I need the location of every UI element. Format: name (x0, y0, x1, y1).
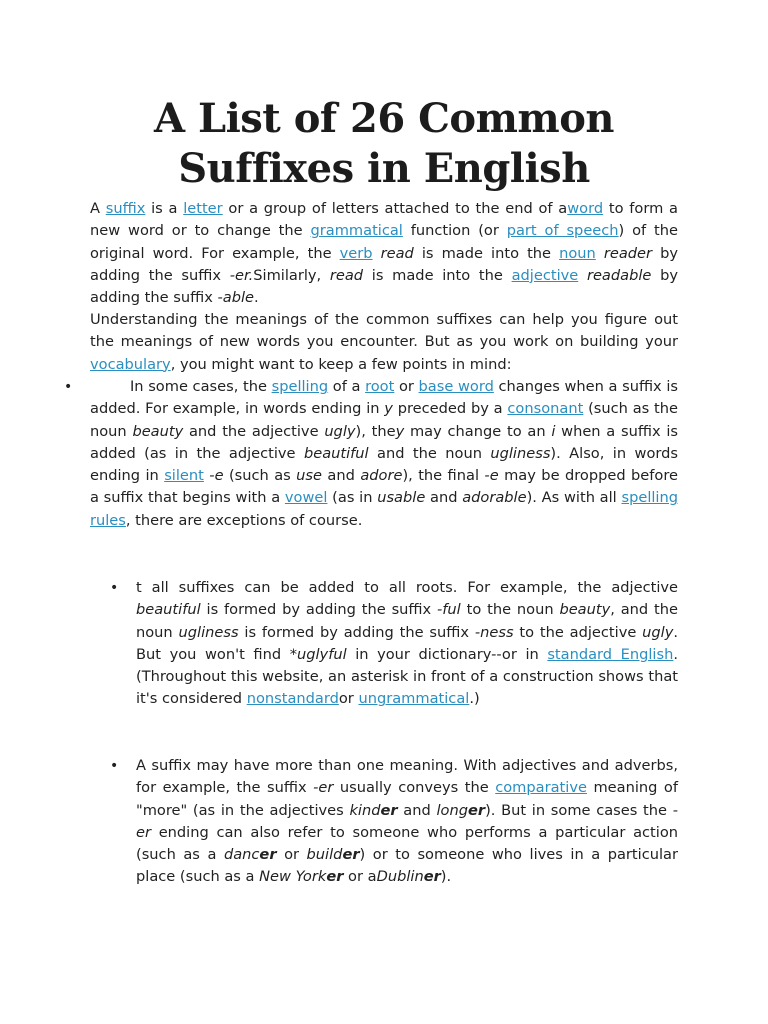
example-suffix: -e (484, 467, 499, 485)
example-word: adore (360, 467, 403, 485)
text: by adding the suffix (90, 244, 679, 284)
example-letter: i (551, 422, 556, 440)
example-word (377, 868, 441, 885)
text: or a group of letters attached to the end of a (222, 200, 568, 217)
text: ), the final (402, 467, 485, 485)
link-nonstandard[interactable]: nonstandard (246, 690, 339, 708)
text: . But you won't find (136, 623, 678, 663)
text: . (Throughout this website, an asterisk in front of a construction shows that it's considered (136, 645, 678, 708)
example-word: usable (377, 489, 426, 507)
text: Similarly, (253, 266, 330, 284)
link-suffix[interactable]: suffix (105, 200, 146, 217)
text: is formed by adding the suffix (238, 623, 475, 641)
understanding-paragraph (90, 309, 678, 376)
text: to the noun (460, 601, 560, 619)
text: In some cases, the (130, 378, 272, 395)
text: meaning of "more" (as in the adjectives (136, 779, 678, 819)
word-stem: Dublin (376, 868, 424, 886)
word-suffix: er (326, 868, 344, 886)
word-suffix: er (467, 801, 486, 819)
text: ending can also refer to someone who performs a particular action (such as a (136, 823, 678, 864)
example-word: ugliness (178, 623, 239, 641)
text: A suffix may have more than one meaning. With adjectives and adverbs, for example, the suffix (136, 757, 678, 797)
example-word: beauty (559, 601, 611, 619)
bullet-marker: • (110, 758, 119, 774)
text: or (276, 846, 307, 864)
text: ). Also, in words ending in (90, 444, 678, 485)
link-grammatical[interactable]: grammatical (310, 222, 403, 240)
text: ), the (355, 422, 396, 440)
page-title (90, 94, 678, 194)
text: t all suffixes can be added to all roots. For example, the adjective (136, 579, 678, 596)
word-stem: New York (259, 868, 327, 886)
bullet-not-all-suffixes (136, 577, 678, 711)
link-part-of-speech[interactable]: part of speech (506, 222, 619, 240)
text: may be dropped before a suffix that begins with a (90, 467, 678, 507)
text: A (90, 200, 106, 217)
text: ) of the original word. For example, the (90, 222, 678, 262)
example-letter: y (395, 422, 405, 440)
example-suffix: -er (136, 801, 678, 841)
text: (such as (223, 467, 297, 485)
text: and (397, 801, 437, 819)
example-letter: y (384, 400, 393, 418)
text: (such as the noun (90, 400, 678, 440)
example-suffix: -er (313, 779, 334, 797)
link-standard-english[interactable]: standard English (547, 645, 674, 663)
text: and the noun (368, 444, 491, 462)
word-stem: danc (223, 846, 260, 864)
text: , there are exceptions of course. (125, 511, 363, 529)
word-stem: kind (349, 801, 381, 819)
link-noun[interactable]: noun (559, 244, 596, 262)
link-ungrammatical[interactable]: ungrammatical (358, 690, 470, 708)
page-title-line-2: Suffixes in English (178, 145, 590, 192)
text: function (or (402, 222, 507, 240)
example-word: ugly (324, 422, 356, 440)
text: Understanding the meanings of the common suffixes can help you figure out the meanings of new words you encounter. But as you work on building your (90, 311, 678, 351)
link-adjective[interactable]: adjective (511, 266, 579, 284)
text: or (338, 690, 359, 708)
word-suffix: er (423, 868, 441, 886)
text: may change to an (404, 422, 552, 440)
text: changes when a suffix is added. For example, in words ending in (90, 378, 678, 418)
text: in your dictionary--or in (346, 645, 548, 663)
word-stem: long (436, 801, 468, 819)
example-suffix: -able (217, 289, 255, 307)
example-word: ugliness (490, 444, 551, 462)
example-suffix: -e (209, 467, 224, 485)
example-word: read (329, 266, 364, 284)
word-suffix: er (342, 846, 360, 864)
link-spelling[interactable]: spelling (271, 378, 329, 395)
text: when a suffix is added (as in the adjective (90, 422, 679, 462)
example-word: use (296, 467, 323, 485)
link-spelling-rules[interactable]: spelling rules (90, 489, 678, 529)
example-word: reader (603, 244, 653, 262)
text: preceded by a (392, 400, 508, 418)
text: . (254, 289, 259, 307)
text: is formed by adding the suffix (200, 601, 438, 619)
text: by adding the suffix (90, 266, 678, 307)
link-consonant[interactable]: consonant (507, 400, 584, 418)
text: usually conveys the (333, 779, 496, 797)
text: is a (145, 200, 184, 217)
link-verb[interactable]: verb (339, 244, 373, 262)
example-word: read (380, 244, 414, 262)
text: to the adjective (513, 623, 643, 641)
example-word (224, 846, 277, 863)
link-vocabulary[interactable]: vocabulary (90, 355, 171, 373)
text: and the adjective (183, 422, 325, 440)
word-suffix: er (259, 846, 277, 864)
link-comparative[interactable]: comparative (495, 779, 587, 797)
example-suffix: -ness (474, 623, 514, 641)
text: or a (343, 868, 377, 886)
example-word: beauty (132, 422, 184, 440)
example-word: *uglyful (289, 645, 347, 663)
link-base-word[interactable]: base word (418, 378, 494, 395)
text: is made into the (413, 244, 560, 262)
text: ). (440, 868, 452, 886)
example-word (259, 868, 343, 885)
text: and (425, 489, 463, 507)
example-word: adorable (462, 489, 527, 507)
example-suffix: -ful (437, 601, 461, 619)
link-silent[interactable]: silent (164, 467, 204, 485)
text: , you might want to keep a few points in mind: (170, 355, 512, 373)
bullet-spelling-changes (90, 376, 678, 532)
text: ). As with all (526, 489, 622, 507)
word-suffix: er (380, 801, 398, 819)
intro-paragraph (90, 198, 678, 309)
example-word (436, 802, 485, 819)
link-letter[interactable]: letter (183, 200, 223, 217)
link-vowel[interactable]: vowel (284, 489, 328, 507)
link-root[interactable]: root (365, 378, 395, 395)
example-word (349, 802, 397, 819)
word-stem: build (306, 846, 343, 864)
text: .) (469, 690, 480, 708)
example-word: beautiful (303, 444, 369, 462)
link-word[interactable]: word (567, 200, 604, 217)
example-word (307, 846, 360, 863)
bullet-marker: • (110, 580, 119, 596)
text: (as in (327, 489, 378, 507)
bullet-multiple-meanings (136, 755, 678, 889)
text: is made into the (363, 266, 512, 284)
example-suffix: -er. (229, 266, 254, 284)
page-title-line-1: A List of 26 Common (153, 95, 615, 142)
example-word: readable (586, 266, 652, 284)
example-word: ugly (642, 623, 674, 641)
bullet-marker: • (64, 379, 73, 395)
example-word: beautiful (136, 601, 201, 619)
text: to form a new word or to change the (90, 200, 678, 240)
text: of a (328, 378, 366, 395)
text: , and the noun (136, 601, 678, 641)
text: ). But in some cases the (485, 801, 673, 819)
text: ) or to someone who lives in a particular place (such as a (136, 846, 678, 886)
text: or (394, 378, 419, 395)
text: and (322, 467, 361, 485)
